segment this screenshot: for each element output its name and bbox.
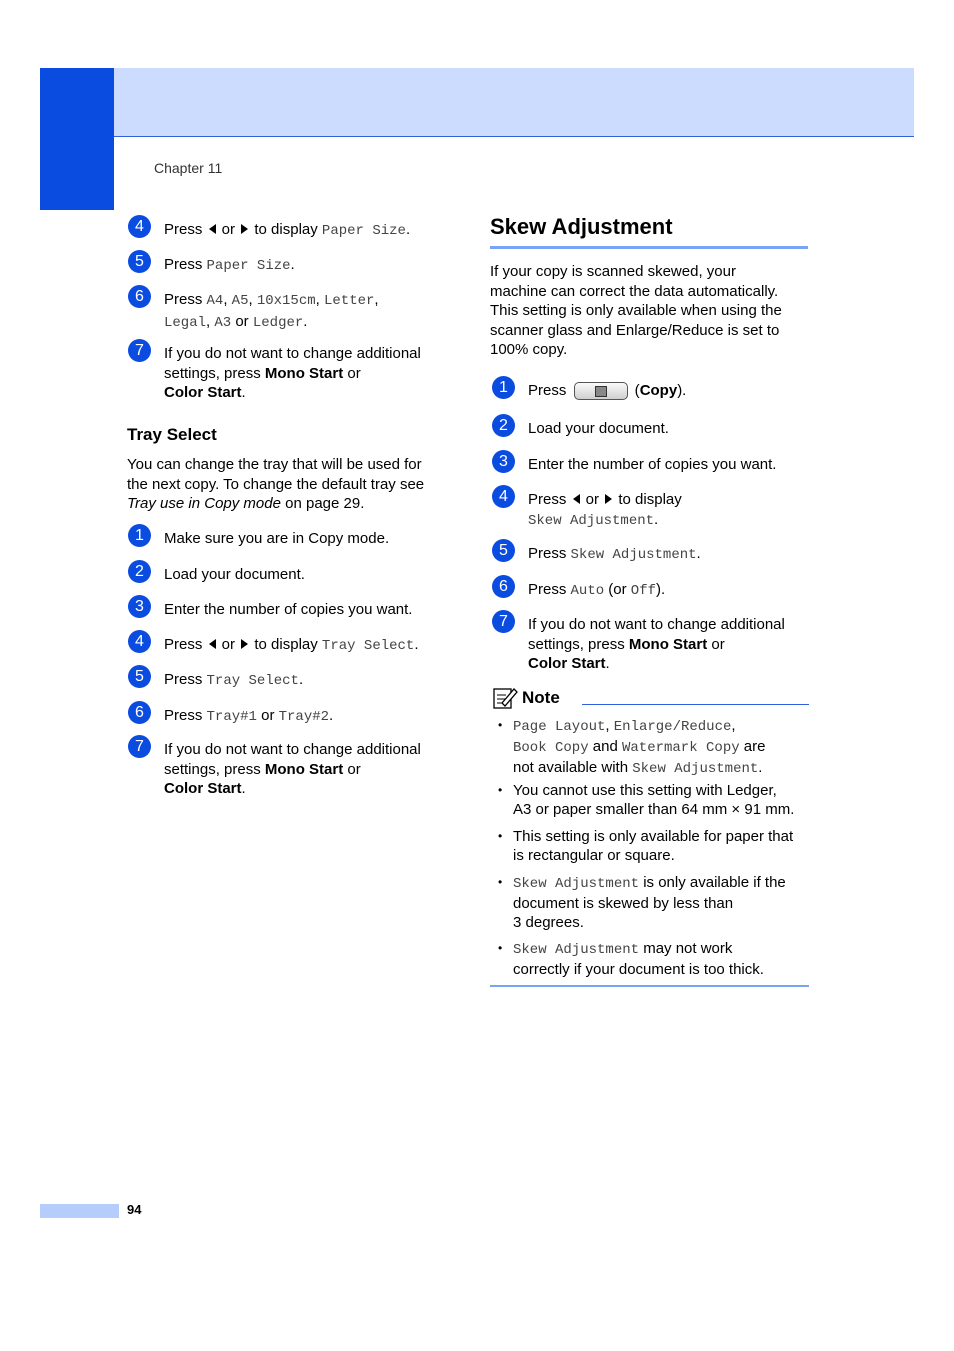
note-text xyxy=(513,781,794,819)
step-text xyxy=(164,529,389,549)
step-number: 7 xyxy=(128,735,151,758)
text-run: (or xyxy=(604,581,631,598)
key-name: Color Start xyxy=(164,780,242,797)
text-run: ( xyxy=(630,382,640,399)
text-run: Press xyxy=(528,545,571,562)
text-run: Press xyxy=(164,221,207,238)
text-run: is only available if the xyxy=(639,874,786,891)
step-text xyxy=(528,580,665,602)
step-number: 5 xyxy=(128,250,151,273)
lcd-text: Watermark Copy xyxy=(622,740,740,756)
text-run: to display xyxy=(250,221,322,238)
note-bullet: • You cannot use this setting with Ledger, A3 or paper smaller than 64 mm × 91 mm. xyxy=(498,782,795,818)
text-run: Press xyxy=(528,491,571,508)
text-run: If you do not want to change additional xyxy=(528,616,785,633)
text-run: Press xyxy=(528,581,571,598)
lcd-text: Skew Adjustment xyxy=(632,761,759,777)
right-arrow-icon xyxy=(605,494,612,504)
text-run: correctly if your document is too thick. xyxy=(513,961,764,978)
lcd-text: 10x15cm xyxy=(256,293,316,309)
text-run: to display xyxy=(250,636,322,653)
step-number: 4 xyxy=(492,485,515,508)
text-run: . xyxy=(303,312,308,330)
text-run: Load your document. xyxy=(528,420,669,437)
text-run: , xyxy=(374,291,379,308)
note-text xyxy=(513,939,764,979)
key-name: Color Start xyxy=(164,384,242,401)
step-item xyxy=(128,562,305,585)
text-run: If your copy is scanned skewed, your xyxy=(490,263,736,280)
step-item xyxy=(492,416,669,439)
lcd-text: Legal xyxy=(164,314,207,331)
step-text xyxy=(164,344,421,403)
lcd-text: Skew Adjustment xyxy=(513,942,640,958)
text-run: or xyxy=(343,760,361,778)
note-bullet: • Page Layout, Enlarge/Reduce, Book Copy and Watermark Copy are not available with Skew Adjustment. xyxy=(498,717,766,777)
text-run: . xyxy=(290,256,295,273)
chapter-tab xyxy=(40,68,114,210)
left-arrow-icon xyxy=(209,639,216,649)
step-item xyxy=(492,487,682,531)
lcd-text: Tray Select xyxy=(321,638,415,654)
step-text xyxy=(528,419,669,439)
lcd-text: Auto xyxy=(570,583,605,599)
step-text xyxy=(164,740,421,799)
step-item xyxy=(128,597,413,620)
text-run: or xyxy=(343,364,361,382)
text-run: settings, press xyxy=(528,635,629,653)
text-run: Make sure you are in Copy mode. xyxy=(164,530,390,547)
skew-intro xyxy=(490,262,820,360)
step-item xyxy=(128,526,390,549)
note-text xyxy=(513,873,786,932)
text-run: may not work xyxy=(639,940,733,957)
text-run: or xyxy=(217,221,240,238)
text-run: Press xyxy=(164,671,207,688)
step-item xyxy=(492,612,785,674)
step-text xyxy=(528,455,776,475)
text-run: or xyxy=(231,312,253,330)
step-item xyxy=(492,452,777,475)
footer-bar xyxy=(40,1204,119,1218)
text-run: on page 29. xyxy=(280,495,365,512)
text-run: If you do not want to change additional xyxy=(164,345,421,362)
text-run: and xyxy=(588,738,622,755)
copy-button-icon xyxy=(574,382,628,400)
text-run: . xyxy=(605,655,610,672)
text-run: , xyxy=(206,312,215,330)
step-number: 3 xyxy=(128,595,151,618)
step-number: 2 xyxy=(128,560,151,583)
text-run: If you do not want to change additional xyxy=(164,741,421,758)
text-run: scanner glass and Enlarge/Reduce is set to xyxy=(490,321,780,339)
step-item xyxy=(128,703,334,728)
step-number: 7 xyxy=(492,610,515,633)
lcd-text: Skew Adjustment xyxy=(528,512,655,529)
step-text xyxy=(528,381,686,401)
text-run: Press xyxy=(164,291,207,308)
text-run: , xyxy=(223,291,232,308)
tray-select-heading: Tray Select xyxy=(127,425,217,444)
text-run: . xyxy=(654,510,659,528)
note-bullet: • Skew Adjustment may not work correctly if your document is too thick. xyxy=(498,940,764,978)
step-number: 6 xyxy=(492,575,515,598)
text-run: , xyxy=(731,717,736,734)
step-number: 4 xyxy=(128,630,151,653)
text-run: to display xyxy=(614,491,682,508)
note-text xyxy=(513,716,765,779)
text-run: , xyxy=(605,717,614,734)
lcd-text: Book Copy xyxy=(513,740,589,756)
note-pencil-icon xyxy=(492,686,518,710)
note-rule xyxy=(582,704,809,705)
text-run: 100% copy. xyxy=(490,341,568,358)
header-band xyxy=(114,68,914,137)
text-run: . xyxy=(696,545,701,562)
lcd-text: A3 xyxy=(214,314,232,331)
lcd-text: Enlarge/Reduce xyxy=(613,719,732,735)
note-title: Note xyxy=(522,688,560,707)
lcd-text: Tray Select xyxy=(206,673,299,689)
step-number: 1 xyxy=(492,376,515,399)
text-run: are xyxy=(739,738,766,755)
text-run: Tray use in Copy mode xyxy=(127,495,281,512)
step-item xyxy=(492,577,666,602)
step-item xyxy=(128,341,421,403)
step-item xyxy=(128,287,379,333)
text-run: . xyxy=(405,221,411,238)
step-text xyxy=(528,544,701,566)
text-run: This setting is only available when using the xyxy=(490,302,782,319)
text-run: Load your document. xyxy=(164,566,305,583)
note-bottom-rule xyxy=(490,985,809,987)
text-run: not available with xyxy=(513,759,633,776)
text-run: settings, press xyxy=(164,364,265,382)
step-number: 3 xyxy=(492,450,515,473)
lcd-text: A5 xyxy=(231,293,249,309)
step-number: 6 xyxy=(128,285,151,308)
text-run: ). xyxy=(677,382,687,399)
step-item xyxy=(128,217,411,242)
key-name: Copy xyxy=(639,382,678,399)
text-run: Press xyxy=(528,382,571,399)
lcd-text: Off xyxy=(630,583,657,599)
text-run: ). xyxy=(656,581,666,598)
heading-rule xyxy=(490,246,808,249)
step-item xyxy=(128,252,295,277)
step-text xyxy=(528,490,682,531)
step-item xyxy=(492,541,701,566)
step-text xyxy=(164,670,303,692)
text-run: 3 degrees. xyxy=(513,914,584,931)
chapter-label: Chapter 11 xyxy=(154,160,223,176)
step-text xyxy=(164,635,419,657)
text-run: Enter the number of copies you want. xyxy=(528,456,777,473)
text-run: . xyxy=(414,636,419,653)
text-run: , xyxy=(315,291,324,308)
text-run: or xyxy=(707,635,725,653)
step-text xyxy=(164,255,295,277)
step-number: 2 xyxy=(492,414,515,437)
text-run: or xyxy=(581,491,604,508)
lcd-text: Page Layout xyxy=(513,719,606,735)
key-name: Mono Start xyxy=(264,364,344,382)
note-header xyxy=(492,686,560,710)
text-run: You can change the tray that will be used for xyxy=(127,456,422,473)
key-name: Mono Start xyxy=(628,635,708,653)
text-run: settings, press xyxy=(164,760,265,778)
text-run: . xyxy=(329,707,334,724)
lcd-text: A4 xyxy=(206,293,224,309)
step-text xyxy=(528,615,785,674)
tray-select-intro xyxy=(127,455,457,514)
lcd-text: Tray#1 xyxy=(206,709,257,725)
lcd-text: Tray#2 xyxy=(278,709,330,725)
text-run: . xyxy=(241,780,246,797)
lcd-text: Letter xyxy=(323,293,375,309)
left-arrow-icon xyxy=(209,224,216,234)
step-number: 5 xyxy=(128,665,151,688)
right-arrow-icon xyxy=(241,639,248,649)
skew-adjustment-heading: Skew Adjustment xyxy=(490,214,673,239)
step-text xyxy=(164,220,410,242)
lcd-text: Skew Adjustment xyxy=(513,876,640,892)
text-run: . xyxy=(241,384,246,401)
text-run: . xyxy=(298,671,304,688)
step-text xyxy=(164,565,305,585)
text-run: or xyxy=(256,707,279,724)
step-item xyxy=(492,378,687,401)
text-run: machine can correct the data automatically. xyxy=(490,282,779,300)
step-text xyxy=(164,706,333,728)
note-bullet: • Skew Adjustment is only available if the document is skewed by less than 3 degrees. xyxy=(498,874,786,931)
text-run: . xyxy=(758,759,763,776)
step-text xyxy=(164,600,412,620)
text-run: A3 or paper smaller than 64 mm × 91 mm. xyxy=(513,801,795,818)
text-run: This setting is only available for paper that xyxy=(513,828,794,845)
text-run: or xyxy=(217,636,240,653)
lcd-text: Paper Size xyxy=(206,258,291,274)
text-run: document is skewed by less than xyxy=(513,895,734,912)
text-run: the next copy. To change the default tray see xyxy=(127,475,425,493)
note-text xyxy=(513,827,793,865)
step-item xyxy=(128,632,419,657)
text-run: , xyxy=(248,291,257,308)
step-number: 7 xyxy=(128,339,151,362)
text-run: Press xyxy=(164,256,207,273)
step-item xyxy=(128,667,304,692)
lcd-text: Skew Adjustment xyxy=(570,547,697,563)
text-run: Press xyxy=(164,636,207,653)
step-number: 4 xyxy=(128,215,151,238)
key-name: Color Start xyxy=(528,655,606,672)
lcd-text: Ledger xyxy=(252,314,304,331)
step-number: 6 xyxy=(128,701,151,724)
text-run: Press xyxy=(164,707,207,724)
text-run: is rectangular or square. xyxy=(513,847,675,864)
right-arrow-icon xyxy=(241,224,248,234)
step-text xyxy=(164,290,379,333)
step-number: 1 xyxy=(128,524,151,547)
step-item xyxy=(128,737,421,799)
key-name: Mono Start xyxy=(264,760,344,778)
lcd-text: Paper Size xyxy=(321,223,406,239)
note-bullet: • This setting is only available for paper that is rectangular or square. xyxy=(498,828,794,864)
left-arrow-icon xyxy=(573,494,580,504)
text-run: Enter the number of copies you want. xyxy=(164,601,413,618)
page-number: 94 xyxy=(127,1202,142,1217)
step-number: 5 xyxy=(492,539,515,562)
text-run: You cannot use this setting with Ledger, xyxy=(513,782,777,799)
